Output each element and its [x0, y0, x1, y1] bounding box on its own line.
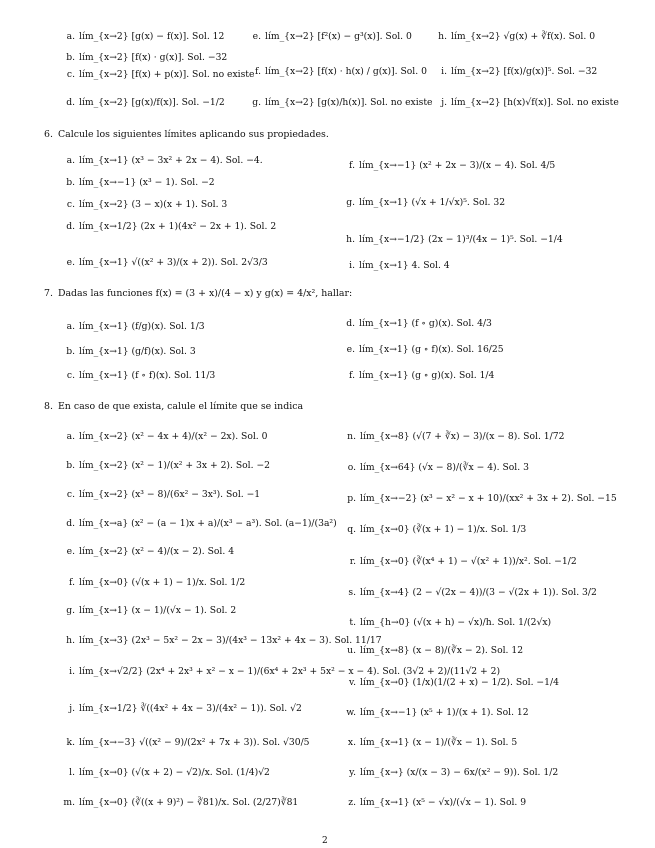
- limit-expression: lím_{x→2} [h(x)√f(x)]. Sol. no existe: [451, 97, 619, 108]
- limit-expression: lím_{x→1} (g ∘ f)(x). Sol. 16/25: [359, 344, 504, 355]
- exercise-item: a. lím_{x→1} (x³ − 3x² + 2x − 4). Sol. −4.: [66, 155, 263, 166]
- limit-expression: lím_{x→1} (x − 1)/(∛x − 1). Sol. 5: [360, 737, 518, 748]
- limit-expression: lím_{x→−1} (x⁵ + 1)/(x + 1). Sol. 12: [360, 707, 529, 718]
- limit-expression: lím_{x→1} (x³ − 3x² + 2x − 4). Sol. −4.: [79, 155, 263, 166]
- exercise-item: v. lím_{x→0} (1/x)(1/(2 + x) − 1/2). Sol. −1/4: [348, 677, 559, 688]
- limit-expression: lím_{x→−2} (x³ − x² − x + 10)/(xx² + 3x + 2). Sol. −15: [360, 493, 617, 504]
- exercise-item: f. lím_{x→1} (g ∘ g)(x). Sol. 1/4: [349, 370, 495, 381]
- exercise-item: h. lím_{x→2} √g(x) + ∛f(x). Sol. 0: [438, 31, 596, 42]
- limit-expression: lím_{x→1} 4. Sol. 4: [359, 260, 450, 271]
- exercise-item: g. lím_{x→1} (√x + 1/√x)⁵. Sol. 32: [346, 197, 506, 208]
- limit-expression: lím_{x→1} (√x + 1/√x)⁵. Sol. 32: [359, 197, 506, 208]
- exercise-item: d. lím_{x→a} (x² − (a − 1)x + a)/(x³ − a³). Sol. (a−1)/(3a²): [66, 518, 337, 529]
- exercise-item: m. lím_{x→0} (∛((x + 9)²) − ∛81)/x. Sol. (2/27)∛81: [63, 797, 299, 808]
- exercise-item: p. lím_{x→−2} (x³ − x² − x + 10)/(xx² + 3x + 2). Sol. −15: [347, 493, 617, 504]
- limit-expression: lím_{x→2} [f(x) · h(x) / g(x)]. Sol. 0: [265, 66, 427, 77]
- limit-expression: lím_{x→√2/2} (2x⁴ + 2x³ + x² − x − 1)/(6x⁴ + 2x³ + 5x² − x − 4). Sol. (3√2 + 2)/(11√2 + 2): [79, 666, 501, 677]
- limit-expression: lím_{x→2} [g(x) − f(x)]. Sol. 12: [79, 31, 225, 42]
- exercise-item: i. lím_{x→1} 4. Sol. 4: [349, 260, 450, 271]
- limit-expression: lím_{x→0} (∛(x⁴ + 1) − √(x² + 1))/x². Sol. −1/2: [360, 556, 577, 567]
- exercise-item: e. lím_{x→2} [f²(x) − g³(x)]. Sol. 0: [252, 31, 412, 42]
- exercise-item: q. lím_{x→0} (∛(x + 1) − 1)/x. Sol. 1/3: [347, 524, 527, 535]
- exercise-item: b. lím_{x→−1} (x³ − 1). Sol. −2: [66, 177, 215, 188]
- exercise-item: y. lím_{x→} (x/(x − 3) − 6x/(x² − 9)). Sol. 1/2: [349, 767, 559, 778]
- exercise-item: s. lím_{x→4} (2 − √(2x − 4))/(3 − √(2x + 1)). Sol. 3/2: [348, 587, 597, 598]
- exercise-item: i. lím_{x→2} [f(x)/g(x)]⁵. Sol. −32: [441, 66, 598, 77]
- limit-expression: lím_{x→1} (g ∘ g)(x). Sol. 1/4: [359, 370, 495, 381]
- limit-expression: lím_{x→−1} (x² + 2x − 3)/(x − 4). Sol. 4/5: [359, 160, 556, 171]
- limit-expression: lím_{x→0} (√(x + 2) − √2)/x. Sol. (1/4)√2: [79, 767, 270, 778]
- exercise-item: d. lím_{x→1/2} (2x + 1)(4x² − 2x + 1). Sol. 2: [66, 221, 277, 232]
- limit-expression: lím_{x→2} (x³ − 8)/(6x² − 3x³). Sol. −1: [79, 489, 261, 500]
- limit-expression: lím_{h→0} (√(x + h) − √x)/h. Sol. 1/(2√x): [360, 617, 552, 628]
- exercise-item: d. lím_{x→1} (f ∘ g)(x). Sol. 4/3: [346, 318, 492, 329]
- exercise-item: c. lím_{x→2} (x³ − 8)/(6x² − 3x³). Sol. −1: [66, 489, 261, 500]
- limit-expression: lím_{x→2} [f(x) · g(x)]. Sol. −32: [79, 52, 228, 63]
- exercise-item: u. lím_{x→8} (x − 8)/(∛x − 2). Sol. 12: [347, 645, 524, 656]
- limit-expression: lím_{x→2} (x² − 4)/(x − 2). Sol. 4: [79, 546, 235, 557]
- limit-expression: lím_{x→2} [g(x)/h(x)]. Sol. no existe: [265, 97, 433, 108]
- limit-expression: lím_{x→2} √g(x) + ∛f(x). Sol. 0: [451, 31, 596, 42]
- exercise-item: g. lím_{x→2} [g(x)/h(x)]. Sol. no existe: [252, 97, 433, 108]
- exercise-item: c. lím_{x→1} (f ∘ f)(x). Sol. 11/3: [66, 370, 216, 381]
- limit-expression: lím_{x→2} [f²(x) − g³(x)]. Sol. 0: [265, 31, 412, 42]
- exercise-item: f. lím_{x→0} (√(x + 1) − 1)/x. Sol. 1/2: [69, 577, 246, 588]
- exercise-item: a. lím_{x→2} [g(x) − f(x)]. Sol. 12: [66, 31, 225, 42]
- limit-expression: lím_{x→1} (f ∘ f)(x). Sol. 11/3: [79, 370, 216, 381]
- limit-expression: lím_{x→2} (x² − 1)/(x² + 3x + 2). Sol. −2: [79, 460, 271, 471]
- exercise-item: f. lím_{x→−1} (x² + 2x − 3)/(x − 4). Sol. 4/5: [349, 160, 556, 171]
- limit-expression: lím_{x→8} (√(7 + ∛x) − 3)/(x − 8). Sol. 1/72: [360, 431, 565, 442]
- exercise-item: g. lím_{x→1} (x − 1)/(√x − 1). Sol. 2: [66, 605, 237, 616]
- exercise-item: w. lím_{x→−1} (x⁵ + 1)/(x + 1). Sol. 12: [346, 707, 529, 718]
- limit-expression: lím_{x→−1/2} (2x − 1)³/(4x − 1)⁵. Sol. −1/4: [359, 234, 563, 245]
- exercise-item: i. lím_{x→√2/2} (2x⁴ + 2x³ + x² − x − 1)/(6x⁴ + 2x³ + 5x² − x − 4). Sol. (3√2 + 2)/(11√2 + 2): [69, 666, 501, 677]
- limit-expression: lím_{x→1} √((x² + 3)/(x + 2)). Sol. 2√3/3: [79, 257, 268, 268]
- limit-expression: lím_{x→2} [g(x)/f(x)]. Sol. −1/2: [79, 97, 225, 108]
- limit-expression: lím_{x→4} (2 − √(2x − 4))/(3 − √(2x + 1)). Sol. 3/2: [360, 587, 597, 598]
- limit-expression: lím_{x→2} [f(x) + p(x)]. Sol. no existe: [79, 69, 255, 80]
- section-heading: 8. En caso de que exista, calule el límite que se indica: [44, 401, 304, 412]
- exercise-item: e. lím_{x→1} √((x² + 3)/(x + 2)). Sol. 2√3/3: [66, 257, 268, 268]
- limit-expression: lím_{x→1} (x⁵ − √x)/(√x − 1). Sol. 9: [360, 797, 527, 808]
- exercise-item: d. lím_{x→2} [g(x)/f(x)]. Sol. −1/2: [66, 97, 225, 108]
- limit-expression: lím_{x→1/2} (2x + 1)(4x² − 2x + 1). Sol. 2: [79, 221, 277, 232]
- limit-expression: lím_{x→8} (x − 8)/(∛x − 2). Sol. 12: [360, 645, 524, 656]
- exercise-item: h. lím_{x→−1/2} (2x − 1)³/(4x − 1)⁵. Sol. −1/4: [346, 234, 563, 245]
- limit-expression: lím_{x→2} (x² − 4x + 4)/(x² − 2x). Sol. 0: [79, 431, 268, 442]
- limit-expression: lím_{x→0} (1/x)(1/(2 + x) − 1/2). Sol. −1/4: [360, 677, 559, 688]
- limit-expression: lím_{x→0} (√(x + 1) − 1)/x. Sol. 1/2: [79, 577, 246, 588]
- limit-expression: lím_{x→−1} (x³ − 1). Sol. −2: [79, 177, 215, 188]
- limit-expression: lím_{x→1} (x − 1)/(√x − 1). Sol. 2: [79, 605, 237, 616]
- limit-expression: lím_{x→a} (x² − (a − 1)x + a)/(x³ − a³). Sol. (a−1)/(3a²): [79, 518, 337, 529]
- limit-expression: lím_{x→2} (3 − x)(x + 1). Sol. 3: [79, 199, 228, 210]
- limit-expression: lím_{x→2} [f(x)/g(x)]⁵. Sol. −32: [451, 66, 598, 77]
- limit-expression: lím_{x→−3} √((x² − 9)/(2x² + 7x + 3)). Sol. √30/5: [79, 737, 310, 748]
- exercise-item: l. lím_{x→0} (√(x + 2) − √2)/x. Sol. (1/4)√2: [69, 767, 270, 778]
- page-number: 2: [322, 836, 328, 846]
- exercise-item: b. lím_{x→2} (x² − 1)/(x² + 3x + 2). Sol. −2: [66, 460, 271, 471]
- exercise-item: z. lím_{x→1} (x⁵ − √x)/(√x − 1). Sol. 9: [348, 797, 527, 808]
- exercise-item: x. lím_{x→1} (x − 1)/(∛x − 1). Sol. 5: [347, 737, 518, 748]
- exercise-item: c. lím_{x→2} (3 − x)(x + 1). Sol. 3: [66, 199, 228, 210]
- limit-expression: lím_{x→1/2} ∛((4x² + 4x − 3)/(4x² − 1)). Sol. √2: [79, 703, 302, 714]
- exercise-item: k. lím_{x→−3} √((x² − 9)/(2x² + 7x + 3)). Sol. √30/5: [66, 737, 310, 748]
- exercise-item: b. lím_{x→1} (g/f)(x). Sol. 3: [66, 346, 196, 357]
- limit-expression: lím_{x→1} (f ∘ g)(x). Sol. 4/3: [359, 318, 492, 329]
- exercise-item: j. lím_{x→2} [h(x)√f(x)]. Sol. no existe: [441, 97, 619, 108]
- exercise-item: a. lím_{x→2} (x² − 4x + 4)/(x² − 2x). Sol. 0: [66, 431, 268, 442]
- exercise-item: c. lím_{x→2} [f(x) + p(x)]. Sol. no existe: [66, 69, 255, 80]
- exercise-item: j. lím_{x→1/2} ∛((4x² + 4x − 3)/(4x² − 1)). Sol. √2: [69, 703, 302, 714]
- exercise-item: f. lím_{x→2} [f(x) · h(x) / g(x)]. Sol. 0: [255, 66, 427, 77]
- limit-expression: lím_{x→0} (∛(x + 1) − 1)/x. Sol. 1/3: [360, 524, 527, 535]
- section-heading: 7. Dadas las funciones f(x) = (3 + x)/(4 − x) y g(x) = 4/x², hallar:: [44, 288, 353, 299]
- limit-expression: lím_{x→64} (√x − 8)/(∛x − 4). Sol. 3: [360, 462, 529, 473]
- exercise-item: h. lím_{x→3} (2x³ − 5x² − 2x − 3)/(4x³ − 13x² + 4x − 3). Sol. 11/17: [66, 635, 382, 646]
- limit-expression: lím_{x→} (x/(x − 3) − 6x/(x² − 9)). Sol. 1/2: [360, 767, 559, 778]
- exercise-item: r. lím_{x→0} (∛(x⁴ + 1) − √(x² + 1))/x². Sol. −1/2: [349, 556, 577, 567]
- exercise-item: e. lím_{x→2} (x² − 4)/(x − 2). Sol. 4: [66, 546, 235, 557]
- limit-expression: lím_{x→0} (∛((x + 9)²) − ∛81)/x. Sol. (2/27)∛81: [79, 797, 299, 808]
- limit-expression: lím_{x→1} (g/f)(x). Sol. 3: [79, 346, 196, 357]
- exercise-item: t. lím_{h→0} (√(x + h) − √x)/h. Sol. 1/(2√x): [349, 617, 552, 628]
- exercise-item: e. lím_{x→1} (g ∘ f)(x). Sol. 16/25: [346, 344, 504, 355]
- limit-expression: lím_{x→1} (f/g)(x). Sol. 1/3: [79, 321, 205, 332]
- exercise-item: n. lím_{x→8} (√(7 + ∛x) − 3)/(x − 8). Sol. 1/72: [347, 431, 565, 442]
- limit-expression: lím_{x→3} (2x³ − 5x² − 2x − 3)/(4x³ − 13x² + 4x − 3). Sol. 11/17: [79, 635, 382, 646]
- exercise-item: a. lím_{x→1} (f/g)(x). Sol. 1/3: [66, 321, 205, 332]
- exercise-item: o. lím_{x→64} (√x − 8)/(∛x − 4). Sol. 3: [347, 462, 529, 473]
- exercise-item: b. lím_{x→2} [f(x) · g(x)]. Sol. −32: [66, 52, 228, 63]
- section-heading: 6. Calcule los siguientes límites aplicando sus propiedades.: [44, 129, 329, 140]
